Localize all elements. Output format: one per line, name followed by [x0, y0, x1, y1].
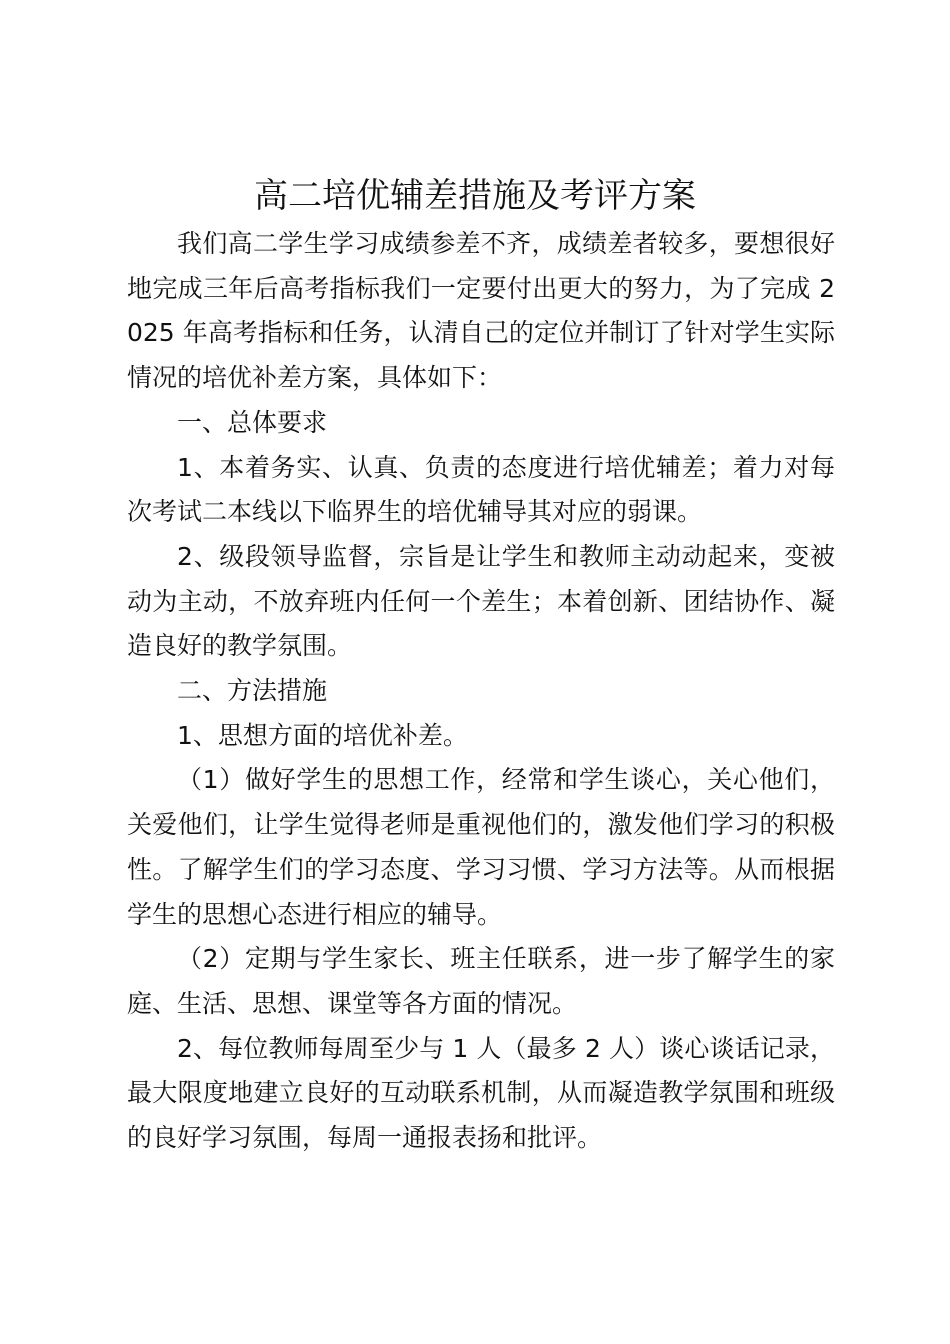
paragraph-method-1-item-2: （2）定期与学生家长、班主任联系，进一步了解学生的家庭、生活、思想、课堂等各方面的情况。 [127, 944, 835, 1018]
document-body [127, 222, 835, 1161]
paragraph-method-1: 1、思想方面的培优补差。 [177, 720, 468, 750]
section-heading-methods: 二、方法措施 [177, 676, 328, 706]
document-title: 高二培优辅差措施及考评方案 [254, 176, 696, 216]
paragraph-requirement-1: 1、本着务实、认真、负责的态度进行培优辅差；着力对每次考试二本线以下临界生的培优辅导其对应的弱课。 [127, 452, 835, 527]
paragraph-requirement-2: 2、级段领导监督，宗旨是让学生和教师主动动起来，变被动为主动，不放弃班内任何一个差生；本着创新、团结协作、凝造良好的教学氛围。 [127, 541, 835, 661]
paragraph-method-1-item-1: （1）做好学生的思想工作，经常和学生谈心，关心他们，关爱他们，让学生觉得老师是重视他们的，激发他们学习的积极性。了解学生们的学习态度、学习习惯、学习方法等。从而根据学生的思想心态进行相应的辅导。 [127, 765, 835, 929]
paragraph-method-2: 2、每位教师每周至少与 1 人（最多 2 人）谈心谈话记录，最大限度地建立良好的互动联系机制，从而凝造教学氛围和班级的良好学习氛围，每周一通报表扬和批评。 [127, 1033, 835, 1153]
paragraph-intro: 我们高二学生学习成绩参差不齐，成绩差者较多，要想很好地完成三年后高考指标我们一定要付出更大的努力，为了完成 2025 年高考指标和任务，认清自己的定位并制订了针对学生实际情况的培优补差方案，具体如下： [127, 229, 835, 393]
section-heading-general-requirements: 一、总体要求 [177, 407, 328, 437]
